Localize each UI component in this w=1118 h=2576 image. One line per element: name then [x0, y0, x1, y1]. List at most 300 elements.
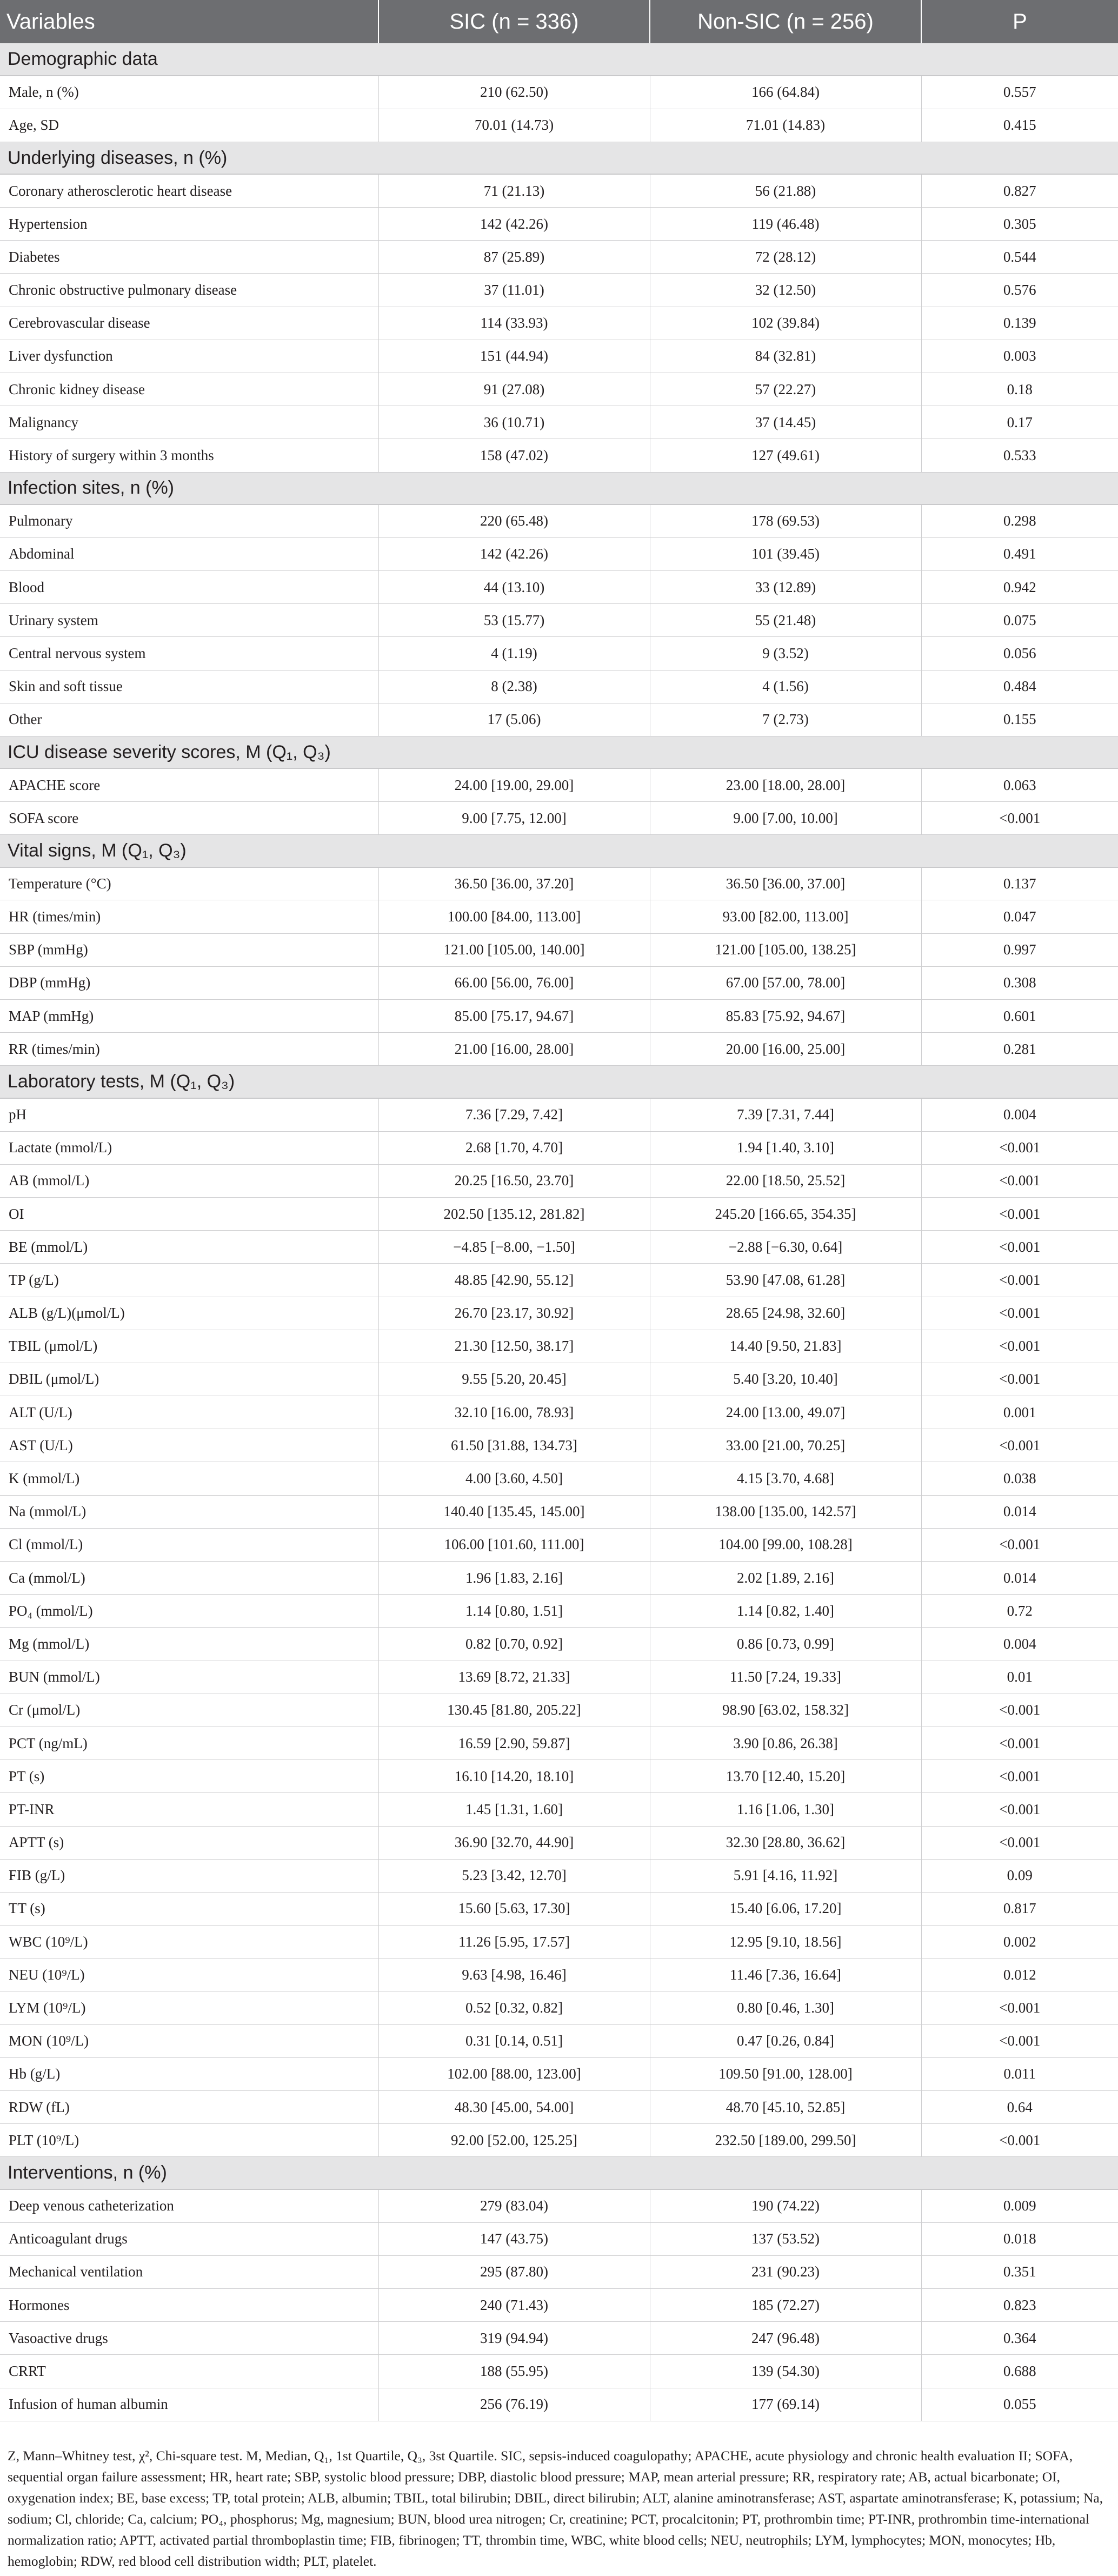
table-row — [0, 274, 1118, 307]
non-sic-value-cell: 109.50 [91.00, 128.00] — [650, 2057, 921, 2090]
non-sic-value-cell: 85.83 [75.92, 94.67] — [650, 1000, 921, 1033]
variable-cell: Diabetes — [0, 241, 378, 274]
variable-cell: BE (mmol/L) — [0, 1231, 378, 1264]
table-row — [0, 76, 1118, 109]
sic-value-cell: 53 (15.77) — [378, 604, 650, 637]
sic-value-cell: 102.00 [88.00, 123.00] — [378, 2057, 650, 2090]
p-value-cell: <0.001 — [921, 1164, 1118, 1197]
table-row — [0, 900, 1118, 933]
p-value-cell: 0.351 — [921, 2255, 1118, 2288]
section-title: Underlying diseases, n (%) — [0, 142, 1118, 174]
variable-cell: PO₄ (mmol/L) — [0, 1595, 378, 1628]
p-value-cell: 0.491 — [921, 537, 1118, 570]
table-row — [0, 373, 1118, 406]
p-value-cell: 0.009 — [921, 2189, 1118, 2222]
variable-cell: Cr (μmol/L) — [0, 1694, 378, 1727]
non-sic-value-cell: −2.88 [−6.30, 0.64] — [650, 1231, 921, 1264]
non-sic-value-cell: 119 (46.48) — [650, 208, 921, 241]
p-value-cell: <0.001 — [921, 1330, 1118, 1363]
section-header-row — [0, 2157, 1118, 2189]
table-row — [0, 1528, 1118, 1561]
header-sic: SIC (n = 336) — [378, 0, 650, 43]
header-variables: Variables — [0, 0, 378, 43]
sic-value-cell: 48.85 [42.90, 55.12] — [378, 1264, 650, 1297]
p-value-cell: 0.827 — [921, 174, 1118, 207]
p-value-cell: 0.823 — [921, 2288, 1118, 2321]
sic-value-cell: 92.00 [52.00, 125.25] — [378, 2124, 650, 2157]
variable-cell: TT (s) — [0, 1892, 378, 1925]
table-row — [0, 504, 1118, 537]
non-sic-value-cell: 138.00 [135.00, 142.57] — [650, 1495, 921, 1528]
sic-value-cell: 0.52 [0.32, 0.82] — [378, 1991, 650, 2024]
non-sic-value-cell: 2.02 [1.89, 2.16] — [650, 1562, 921, 1595]
table-row — [0, 1131, 1118, 1164]
sic-value-cell: 85.00 [75.17, 94.67] — [378, 1000, 650, 1033]
table-body — [0, 43, 1118, 2421]
non-sic-value-cell: 14.40 [9.50, 21.83] — [650, 1330, 921, 1363]
p-value-cell: 0.09 — [921, 1859, 1118, 1892]
p-value-cell: 0.001 — [921, 1396, 1118, 1429]
sic-value-cell: 26.70 [23.17, 30.92] — [378, 1297, 650, 1330]
p-value-cell: 0.601 — [921, 1000, 1118, 1033]
sic-value-cell: 4 (1.19) — [378, 637, 650, 670]
non-sic-value-cell: 23.00 [18.00, 28.00] — [650, 768, 921, 801]
sic-value-cell: 91 (27.08) — [378, 373, 650, 406]
non-sic-value-cell: 4 (1.56) — [650, 670, 921, 703]
table-row — [0, 1098, 1118, 1131]
non-sic-value-cell: 37 (14.45) — [650, 406, 921, 439]
section-title: Infection sites, n (%) — [0, 472, 1118, 504]
non-sic-value-cell: 166 (64.84) — [650, 76, 921, 109]
table-row — [0, 933, 1118, 966]
non-sic-value-cell: 24.00 [13.00, 49.07] — [650, 1396, 921, 1429]
sic-value-cell: 142 (42.26) — [378, 537, 650, 570]
non-sic-value-cell: 5.91 [4.16, 11.92] — [650, 1859, 921, 1892]
p-value-cell: 0.047 — [921, 900, 1118, 933]
sic-value-cell: 106.00 [101.60, 111.00] — [378, 1528, 650, 1561]
variable-cell: Liver dysfunction — [0, 340, 378, 373]
p-value-cell: <0.001 — [921, 1297, 1118, 1330]
table-row — [0, 1197, 1118, 1230]
variable-cell: Infusion of human albumin — [0, 2388, 378, 2421]
variable-cell: Vasoactive drugs — [0, 2322, 378, 2355]
section-title: Interventions, n (%) — [0, 2157, 1118, 2189]
sic-value-cell: 20.25 [16.50, 23.70] — [378, 1164, 650, 1197]
table-row — [0, 439, 1118, 472]
table-header-row — [0, 0, 1118, 43]
section-header-row — [0, 472, 1118, 504]
table-row — [0, 1297, 1118, 1330]
section-title: Demographic data — [0, 43, 1118, 76]
table-row — [0, 2024, 1118, 2057]
variable-cell: TBIL (μmol/L) — [0, 1330, 378, 1363]
variable-cell: CRRT — [0, 2355, 378, 2388]
p-value-cell: <0.001 — [921, 1760, 1118, 1793]
p-value-cell: 0.004 — [921, 1098, 1118, 1131]
table-row — [0, 174, 1118, 207]
table-row — [0, 1562, 1118, 1595]
table-row — [0, 1495, 1118, 1528]
p-value-cell: 0.018 — [921, 2222, 1118, 2255]
header-non-sic: Non-SIC (n = 256) — [650, 0, 921, 43]
sic-value-cell: 9.55 [5.20, 20.45] — [378, 1363, 650, 1396]
sic-value-cell: 140.40 [135.45, 145.00] — [378, 1495, 650, 1528]
variable-cell: Temperature (°C) — [0, 867, 378, 900]
sic-value-cell: 121.00 [105.00, 140.00] — [378, 933, 650, 966]
variable-cell: MAP (mmHg) — [0, 1000, 378, 1033]
sic-value-cell: 1.45 [1.31, 1.60] — [378, 1793, 650, 1826]
table-row — [0, 1793, 1118, 1826]
table-row — [0, 109, 1118, 142]
sic-value-cell: 70.01 (14.73) — [378, 109, 650, 142]
non-sic-value-cell: 48.70 [45.10, 52.85] — [650, 2091, 921, 2124]
p-value-cell: <0.001 — [921, 1231, 1118, 1264]
non-sic-value-cell: 1.16 [1.06, 1.30] — [650, 1793, 921, 1826]
variable-cell: TP (g/L) — [0, 1264, 378, 1297]
table-row — [0, 1661, 1118, 1694]
sic-value-cell: 21.00 [16.00, 28.00] — [378, 1033, 650, 1066]
p-value-cell: <0.001 — [921, 1528, 1118, 1561]
table-row — [0, 604, 1118, 637]
table-row — [0, 406, 1118, 439]
non-sic-value-cell: 0.80 [0.46, 1.30] — [650, 1991, 921, 2024]
table-row — [0, 2388, 1118, 2421]
non-sic-value-cell: 15.40 [6.06, 17.20] — [650, 1892, 921, 1925]
variable-cell: Deep venous catheterization — [0, 2189, 378, 2222]
non-sic-value-cell: 9.00 [7.00, 10.00] — [650, 802, 921, 835]
sic-value-cell: 15.60 [5.63, 17.30] — [378, 1892, 650, 1925]
p-value-cell: <0.001 — [921, 802, 1118, 835]
table-row — [0, 1991, 1118, 2024]
non-sic-value-cell: 12.95 [9.10, 18.56] — [650, 1926, 921, 1958]
non-sic-value-cell: 28.65 [24.98, 32.60] — [650, 1297, 921, 1330]
p-value-cell: <0.001 — [921, 1694, 1118, 1727]
table-row — [0, 2222, 1118, 2255]
non-sic-value-cell: 33.00 [21.00, 70.25] — [650, 1429, 921, 1462]
non-sic-value-cell: 190 (74.22) — [650, 2189, 921, 2222]
sic-value-cell: 188 (55.95) — [378, 2355, 650, 2388]
sic-value-cell: 5.23 [3.42, 12.70] — [378, 1859, 650, 1892]
sic-value-cell: 114 (33.93) — [378, 307, 650, 340]
non-sic-value-cell: 1.14 [0.82, 1.40] — [650, 1595, 921, 1628]
sic-value-cell: 240 (71.43) — [378, 2288, 650, 2321]
p-value-cell: 0.688 — [921, 2355, 1118, 2388]
non-sic-value-cell: 32 (12.50) — [650, 274, 921, 307]
sic-value-cell: 279 (83.04) — [378, 2189, 650, 2222]
variable-cell: Na (mmol/L) — [0, 1495, 378, 1528]
p-value-cell: <0.001 — [921, 1991, 1118, 2024]
sic-value-cell: 220 (65.48) — [378, 504, 650, 537]
variable-cell: Chronic obstructive pulmonary disease — [0, 274, 378, 307]
non-sic-value-cell: 137 (53.52) — [650, 2222, 921, 2255]
p-value-cell: 0.055 — [921, 2388, 1118, 2421]
non-sic-value-cell: 245.20 [166.65, 354.35] — [650, 1197, 921, 1230]
sic-value-cell: 0.31 [0.14, 0.51] — [378, 2024, 650, 2057]
p-value-cell: 0.281 — [921, 1033, 1118, 1066]
variable-cell: Male, n (%) — [0, 76, 378, 109]
non-sic-value-cell: 93.00 [82.00, 113.00] — [650, 900, 921, 933]
variable-cell: ALB (g/L)(μmol/L) — [0, 1297, 378, 1330]
p-value-cell: 0.056 — [921, 637, 1118, 670]
table-row — [0, 802, 1118, 835]
non-sic-value-cell: 104.00 [99.00, 108.28] — [650, 1528, 921, 1561]
table-row — [0, 2124, 1118, 2157]
p-value-cell: 0.415 — [921, 109, 1118, 142]
p-value-cell: <0.001 — [921, 1793, 1118, 1826]
sic-value-cell: 202.50 [135.12, 281.82] — [378, 1197, 650, 1230]
table-row — [0, 2189, 1118, 2222]
table-row — [0, 1958, 1118, 1991]
table-row — [0, 768, 1118, 801]
p-value-cell: 0.012 — [921, 1958, 1118, 1991]
variable-cell: K (mmol/L) — [0, 1462, 378, 1495]
table-row — [0, 1694, 1118, 1727]
sic-value-cell: 11.26 [5.95, 17.57] — [378, 1926, 650, 1958]
sic-value-cell: 16.59 [2.90, 59.87] — [378, 1727, 650, 1760]
variable-cell: FIB (g/L) — [0, 1859, 378, 1892]
p-value-cell: <0.001 — [921, 1363, 1118, 1396]
sic-value-cell: −4.85 [−8.00, −1.50] — [378, 1231, 650, 1264]
non-sic-value-cell: 7.39 [7.31, 7.44] — [650, 1098, 921, 1131]
table-row — [0, 1826, 1118, 1859]
variable-cell: Mg (mmol/L) — [0, 1628, 378, 1661]
sic-value-cell: 100.00 [84.00, 113.00] — [378, 900, 650, 933]
variable-cell: Central nervous system — [0, 637, 378, 670]
table-row — [0, 1231, 1118, 1264]
non-sic-value-cell: 71.01 (14.83) — [650, 109, 921, 142]
table-row — [0, 1595, 1118, 1628]
sic-value-cell: 1.14 [0.80, 1.51] — [378, 1595, 650, 1628]
sic-value-cell: 4.00 [3.60, 4.50] — [378, 1462, 650, 1495]
variable-cell: APACHE score — [0, 768, 378, 801]
p-value-cell: 0.18 — [921, 373, 1118, 406]
sic-value-cell: 44 (13.10) — [378, 570, 650, 603]
sic-value-cell: 36.90 [32.70, 44.90] — [378, 1826, 650, 1859]
variable-cell: Urinary system — [0, 604, 378, 637]
non-sic-value-cell: 1.94 [1.40, 3.10] — [650, 1131, 921, 1164]
variable-cell: Cerebrovascular disease — [0, 307, 378, 340]
non-sic-value-cell: 0.86 [0.73, 0.99] — [650, 1628, 921, 1661]
variable-cell: pH — [0, 1098, 378, 1131]
sic-value-cell: 66.00 [56.00, 76.00] — [378, 966, 650, 999]
p-value-cell: 0.137 — [921, 867, 1118, 900]
sic-value-cell: 21.30 [12.50, 38.17] — [378, 1330, 650, 1363]
non-sic-value-cell: 139 (54.30) — [650, 2355, 921, 2388]
table-row — [0, 966, 1118, 999]
non-sic-value-cell: 9 (3.52) — [650, 637, 921, 670]
sic-value-cell: 1.96 [1.83, 2.16] — [378, 1562, 650, 1595]
p-value-cell: 0.063 — [921, 768, 1118, 801]
variable-cell: DBIL (μmol/L) — [0, 1363, 378, 1396]
table-row — [0, 570, 1118, 603]
variable-cell: Other — [0, 703, 378, 736]
variable-cell: Abdominal — [0, 537, 378, 570]
table-row — [0, 2322, 1118, 2355]
variable-cell: AB (mmol/L) — [0, 1164, 378, 1197]
table-row — [0, 2355, 1118, 2388]
p-value-cell: <0.001 — [921, 1429, 1118, 1462]
variable-cell: Hormones — [0, 2288, 378, 2321]
variable-cell: Age, SD — [0, 109, 378, 142]
variable-cell: Coronary atherosclerotic heart disease — [0, 174, 378, 207]
sic-value-cell: 158 (47.02) — [378, 439, 650, 472]
sic-value-cell: 71 (21.13) — [378, 174, 650, 207]
variable-cell: Blood — [0, 570, 378, 603]
table-row — [0, 1033, 1118, 1066]
sic-value-cell: 256 (76.19) — [378, 2388, 650, 2421]
non-sic-value-cell: 84 (32.81) — [650, 340, 921, 373]
non-sic-value-cell: 185 (72.27) — [650, 2288, 921, 2321]
p-value-cell: 0.544 — [921, 241, 1118, 274]
table-row — [0, 1727, 1118, 1760]
non-sic-value-cell: 7 (2.73) — [650, 703, 921, 736]
table-row — [0, 1000, 1118, 1033]
p-value-cell: 0.484 — [921, 670, 1118, 703]
p-value-cell: 0.155 — [921, 703, 1118, 736]
p-value-cell: 0.576 — [921, 274, 1118, 307]
variable-cell: PLT (10⁹/L) — [0, 2124, 378, 2157]
sic-value-cell: 8 (2.38) — [378, 670, 650, 703]
table-row — [0, 1628, 1118, 1661]
sic-value-cell: 130.45 [81.80, 205.22] — [378, 1694, 650, 1727]
p-value-cell: 0.003 — [921, 340, 1118, 373]
non-sic-value-cell: 5.40 [3.20, 10.40] — [650, 1363, 921, 1396]
non-sic-value-cell: 231 (90.23) — [650, 2255, 921, 2288]
non-sic-value-cell: 11.50 [7.24, 19.33] — [650, 1661, 921, 1694]
p-value-cell: 0.002 — [921, 1926, 1118, 1958]
variable-cell: Pulmonary — [0, 504, 378, 537]
non-sic-value-cell: 102 (39.84) — [650, 307, 921, 340]
variable-cell: OI — [0, 1197, 378, 1230]
p-value-cell: 0.038 — [921, 1462, 1118, 1495]
table-footnote: Z, Mann–Whitney test, χ², Chi-square test. M, Median, Q₁, 1st Quartile, Q₃, 3st Quartile. SIC, sepsis-induced coagulopathy; APACHE, acute physiology and chronic health evaluation II; SOFA, sequential organ failure assessment; HR, heart rate; SBP, systolic blood pressure; DBP, diastolic blood pressure; MAP, mean arterial pressure; RR, respiratory rate; AB, actual bicarbonate; OI, oxygenation index; BE, base excess; TP, total protein; ALB, albumin; TBIL, total bilirubin; DBIL, direct bilirubin; ALT, alanine aminotransferase; AST, aspartate aminotransferase; K, potassium; Na, sodium; Cl, chloride; Ca, calcium; PO₄, phosphorus; Mg, magnesium; BUN, blood urea nitrogen; Cr, creatinine; PCT, procalcitonin; PT, prothrombin time; PT-INR, prothrombin time-international normalization ratio; APTT, activated partial thromboplastin time; FIB, fibrinogen; TT, thrombin time, WBC, white blood cells; NEU, neutrophils; LYM, lymphocytes; MON, monocytes; Hb, hemoglobin; RDW, red blood cell distribution width; PLT, platelet. — [8, 2448, 1103, 2569]
p-value-cell: 0.64 — [921, 2091, 1118, 2124]
p-value-cell: 0.305 — [921, 208, 1118, 241]
p-value-cell: 0.308 — [921, 966, 1118, 999]
section-title: Vital signs, M (Q₁, Q₃) — [0, 835, 1118, 867]
table-row — [0, 1462, 1118, 1495]
sic-value-cell: 24.00 [19.00, 29.00] — [378, 768, 650, 801]
non-sic-value-cell: 177 (69.14) — [650, 2388, 921, 2421]
non-sic-value-cell: 178 (69.53) — [650, 504, 921, 537]
variable-cell: Malignancy — [0, 406, 378, 439]
non-sic-value-cell: 56 (21.88) — [650, 174, 921, 207]
p-value-cell: 0.557 — [921, 76, 1118, 109]
p-value-cell: 0.014 — [921, 1562, 1118, 1595]
non-sic-value-cell: 232.50 [189.00, 299.50] — [650, 2124, 921, 2157]
non-sic-value-cell: 36.50 [36.00, 37.00] — [650, 867, 921, 900]
p-value-cell: 0.817 — [921, 1892, 1118, 1925]
non-sic-value-cell: 3.90 [0.86, 26.38] — [650, 1727, 921, 1760]
table-row — [0, 340, 1118, 373]
variable-cell: Chronic kidney disease — [0, 373, 378, 406]
non-sic-value-cell: 13.70 [12.40, 15.20] — [650, 1760, 921, 1793]
variable-cell: LYM (10⁹/L) — [0, 1991, 378, 2024]
p-value-cell: 0.014 — [921, 1495, 1118, 1528]
p-value-cell: <0.001 — [921, 1727, 1118, 1760]
sic-value-cell: 17 (5.06) — [378, 703, 650, 736]
section-header-row — [0, 835, 1118, 867]
sic-value-cell: 147 (43.75) — [378, 2222, 650, 2255]
sic-value-cell: 61.50 [31.88, 134.73] — [378, 1429, 650, 1462]
sic-value-cell: 0.82 [0.70, 0.92] — [378, 1628, 650, 1661]
p-value-cell: 0.997 — [921, 933, 1118, 966]
sic-value-cell: 142 (42.26) — [378, 208, 650, 241]
p-value-cell: <0.001 — [921, 2024, 1118, 2057]
table-row — [0, 307, 1118, 340]
non-sic-value-cell: 121.00 [105.00, 138.25] — [650, 933, 921, 966]
p-value-cell: <0.001 — [921, 1826, 1118, 1859]
table-row — [0, 2091, 1118, 2124]
table-row — [0, 241, 1118, 274]
section-title: Laboratory tests, M (Q₁, Q₃) — [0, 1066, 1118, 1098]
p-value-cell: 0.364 — [921, 2322, 1118, 2355]
variable-cell: Mechanical ventilation — [0, 2255, 378, 2288]
table-row — [0, 1892, 1118, 1925]
sic-value-cell: 9.63 [4.98, 16.46] — [378, 1958, 650, 1991]
sic-value-cell: 210 (62.50) — [378, 76, 650, 109]
sic-value-cell: 37 (11.01) — [378, 274, 650, 307]
sic-value-cell: 48.30 [45.00, 54.00] — [378, 2091, 650, 2124]
variable-cell: Hypertension — [0, 208, 378, 241]
non-sic-value-cell: 72 (28.12) — [650, 241, 921, 274]
variable-cell: MON (10⁹/L) — [0, 2024, 378, 2057]
p-value-cell: 0.533 — [921, 439, 1118, 472]
variable-cell: Ca (mmol/L) — [0, 1562, 378, 1595]
p-value-cell: 0.011 — [921, 2057, 1118, 2090]
sic-value-cell: 36.50 [36.00, 37.20] — [378, 867, 650, 900]
table-row — [0, 1396, 1118, 1429]
variable-cell: WBC (10⁹/L) — [0, 1926, 378, 1958]
table-row — [0, 1363, 1118, 1396]
variable-cell: Lactate (mmol/L) — [0, 1131, 378, 1164]
p-value-cell: 0.942 — [921, 570, 1118, 603]
table-row — [0, 537, 1118, 570]
non-sic-value-cell: 4.15 [3.70, 4.68] — [650, 1462, 921, 1495]
variable-cell: BUN (mmol/L) — [0, 1661, 378, 1694]
non-sic-value-cell: 53.90 [47.08, 61.28] — [650, 1264, 921, 1297]
p-value-cell: 0.72 — [921, 1595, 1118, 1628]
table-row — [0, 867, 1118, 900]
section-header-row — [0, 142, 1118, 174]
p-value-cell: <0.001 — [921, 1197, 1118, 1230]
variable-cell: SBP (mmHg) — [0, 933, 378, 966]
variable-cell: PCT (ng/mL) — [0, 1727, 378, 1760]
section-title: ICU disease severity scores, M (Q₁, Q₃) — [0, 736, 1118, 768]
table-row — [0, 1264, 1118, 1297]
table-row — [0, 1429, 1118, 1462]
non-sic-value-cell: 57 (22.27) — [650, 373, 921, 406]
variable-cell: Cl (mmol/L) — [0, 1528, 378, 1561]
non-sic-value-cell: 55 (21.48) — [650, 604, 921, 637]
variable-cell: SOFA score — [0, 802, 378, 835]
sic-value-cell: 16.10 [14.20, 18.10] — [378, 1760, 650, 1793]
table-row — [0, 1330, 1118, 1363]
non-sic-value-cell: 98.90 [63.02, 158.32] — [650, 1694, 921, 1727]
sic-value-cell: 32.10 [16.00, 78.93] — [378, 1396, 650, 1429]
p-value-cell: <0.001 — [921, 1264, 1118, 1297]
p-value-cell: <0.001 — [921, 2124, 1118, 2157]
table-row — [0, 1926, 1118, 1958]
variable-cell: DBP (mmHg) — [0, 966, 378, 999]
variable-cell: PT-INR — [0, 1793, 378, 1826]
p-value-cell: 0.075 — [921, 604, 1118, 637]
p-value-cell: 0.139 — [921, 307, 1118, 340]
non-sic-value-cell: 67.00 [57.00, 78.00] — [650, 966, 921, 999]
non-sic-value-cell: 11.46 [7.36, 16.64] — [650, 1958, 921, 1991]
variable-cell: AST (U/L) — [0, 1429, 378, 1462]
sic-value-cell: 151 (44.94) — [378, 340, 650, 373]
